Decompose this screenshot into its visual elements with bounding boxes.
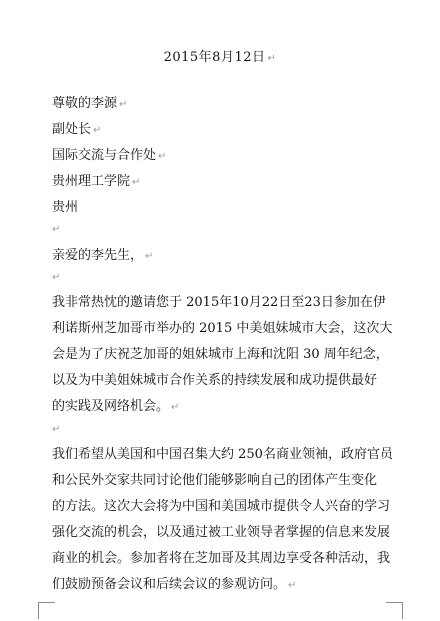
paragraph-mark-icon: ↵ bbox=[171, 402, 180, 413]
address-name: 尊敬的李源 bbox=[52, 96, 118, 111]
paragraph-line-text: 们鼓励预备会议和后续会议的参观访问。 bbox=[52, 577, 287, 592]
paragraph-mark-icon: ↵ bbox=[132, 177, 141, 188]
address-name-line bbox=[52, 96, 127, 113]
page-corner-mark-right bbox=[386, 602, 403, 619]
paragraph-line: 和公民外交家共同讨论他们能够影响自己的团体产生变化 bbox=[52, 473, 378, 488]
paragraph-line: 我们希望从美国和中国召集大约 250名商业领袖，政府官员 bbox=[52, 447, 393, 462]
page-corner-mark-left bbox=[38, 602, 55, 619]
paragraph-line: 会是为了庆祝芝加哥的姐妹城市上海和沈阳 30 周年纪念， bbox=[52, 347, 389, 362]
paragraph-mark-icon: ↵ bbox=[288, 580, 297, 591]
body-paragraph-2 bbox=[52, 442, 404, 599]
address-institution-line bbox=[52, 174, 140, 191]
address-city: 贵州 bbox=[52, 200, 79, 215]
address-department-line bbox=[52, 148, 166, 165]
paragraph-mark-icon: ↵ bbox=[158, 151, 167, 162]
paragraph-mark-icon: ↵ bbox=[145, 251, 154, 262]
letter-date bbox=[0, 46, 440, 65]
paragraph-mark-icon: ↵ bbox=[52, 272, 61, 283]
paragraph-mark-icon: ↵ bbox=[93, 125, 102, 136]
paragraph-mark-icon: ↵ bbox=[119, 99, 128, 110]
paragraph-line: 利诺斯州芝加哥市举办的 2015 中美姐妹城市大会，这次大 bbox=[52, 321, 393, 336]
paragraph-line: 我非常热忱的邀请您于 2015年10月22日至23日参加在伊 bbox=[52, 295, 386, 310]
date-text: 2015年8月12日 bbox=[163, 50, 266, 65]
address-title: 副处长 bbox=[52, 122, 92, 137]
paragraph-line: 强化交流的机会，以及通过被工业领导者掌握的信息来发展 bbox=[52, 525, 391, 540]
paragraph-line: 以及为中美姐妹城市合作关系的持续发展和成功提供最好 bbox=[52, 373, 378, 388]
body-paragraph-1 bbox=[52, 290, 404, 421]
paragraph-line bbox=[52, 572, 404, 599]
address-department: 国际交流与合作处 bbox=[52, 148, 157, 163]
greeting-line bbox=[52, 248, 153, 265]
paragraph-line bbox=[52, 394, 404, 421]
paragraph-line-text: 的实践及网络机会。 bbox=[52, 399, 170, 414]
paragraph-mark-icon: ↵ bbox=[267, 53, 277, 64]
paragraph-mark-icon: ↵ bbox=[52, 224, 61, 235]
address-title-line bbox=[52, 122, 101, 139]
address-institution: 贵州理工学院 bbox=[52, 174, 131, 189]
greeting: 亲爱的李先生， bbox=[52, 248, 144, 263]
paragraph-line: 的方法。这次大会将为中国和美国城市提供令人兴奋的学习 bbox=[52, 499, 391, 514]
paragraph-line: 商业的机会。参加者将在芝加哥及其周边享受各种活动，我 bbox=[52, 551, 391, 566]
paragraph-mark-icon: ↵ bbox=[52, 424, 61, 435]
address-city-line bbox=[52, 200, 78, 216]
